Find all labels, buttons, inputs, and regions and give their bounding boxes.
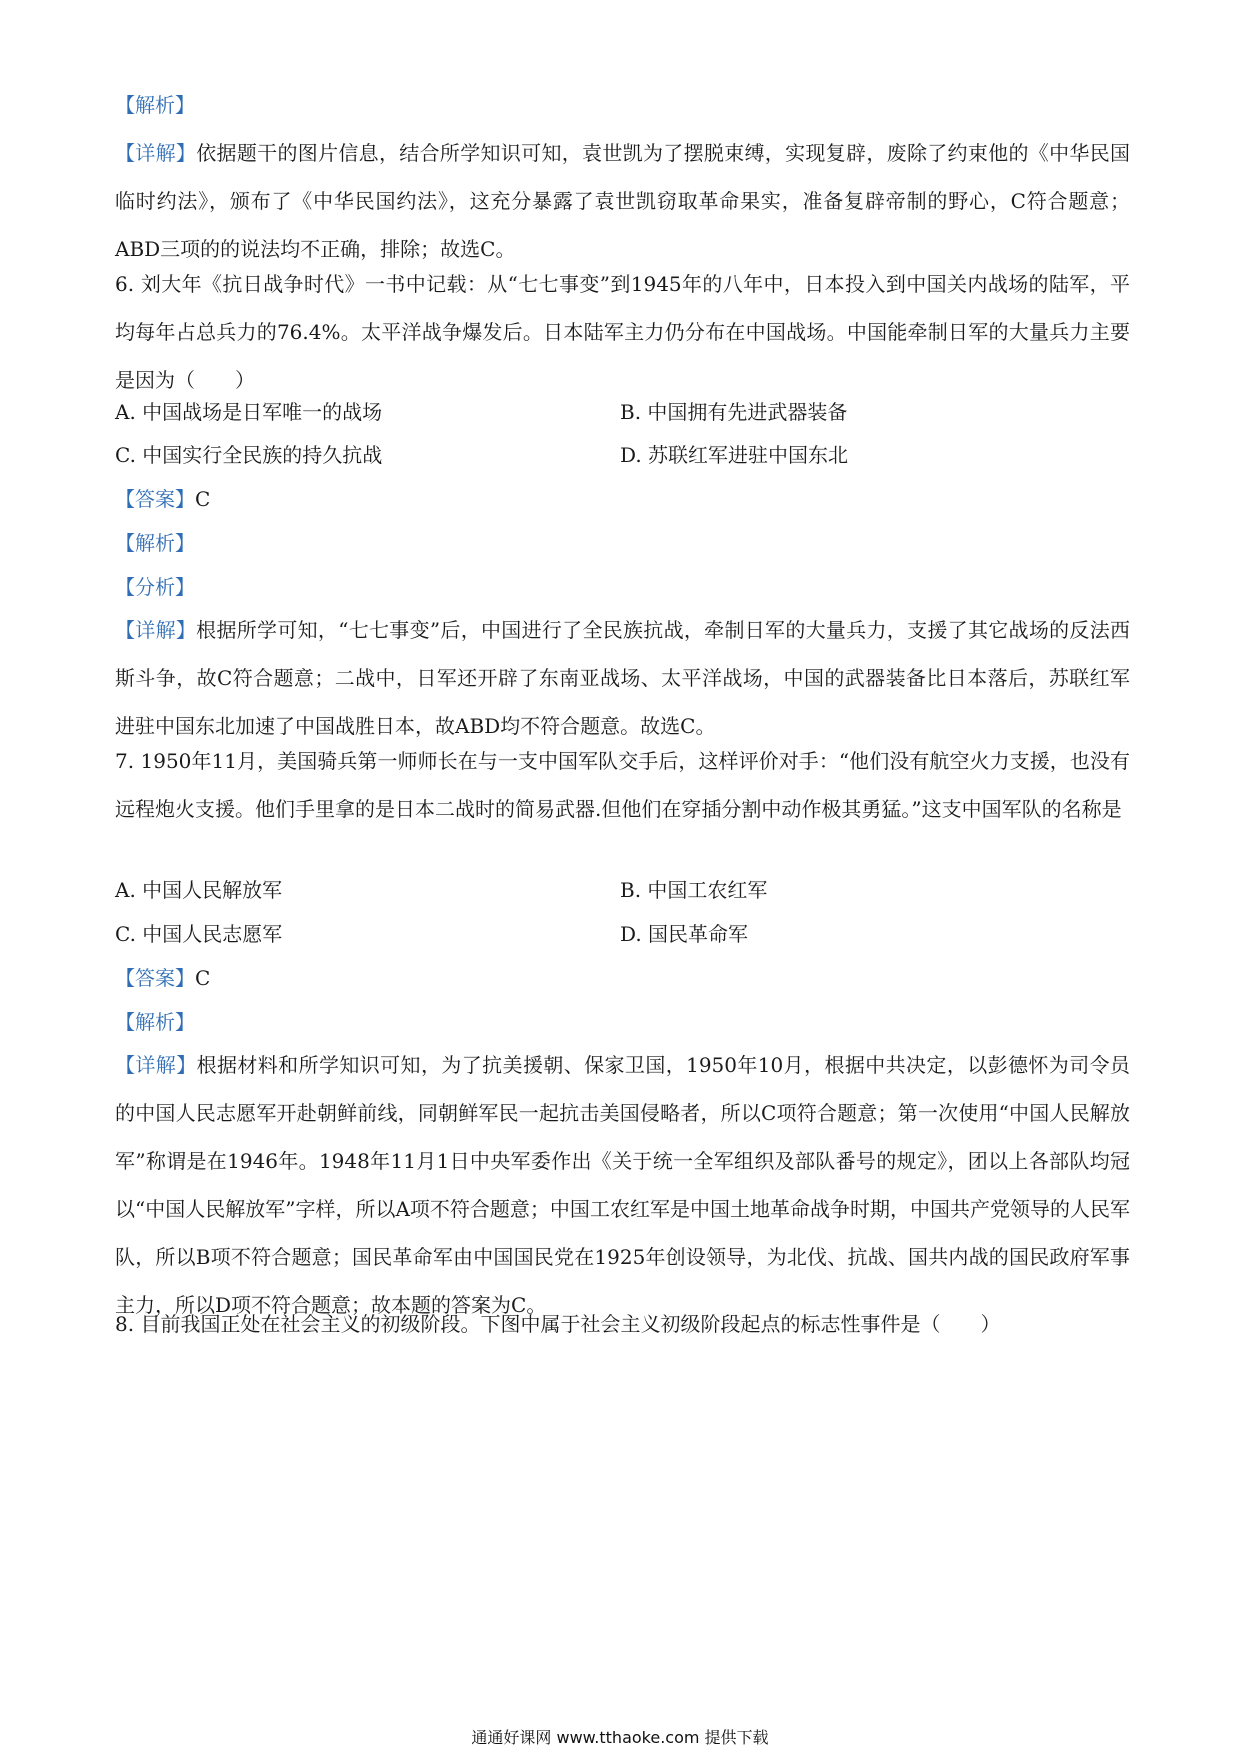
q6-option-c: C. 中国实行全民族的持久抗战: [115, 443, 383, 467]
q6-option-b: B. 中国拥有先进武器装备: [620, 400, 848, 424]
q6-answer: 【答案】C: [115, 487, 211, 511]
q7-option-c: C. 中国人民志愿军: [115, 922, 283, 946]
q7-option-a: A. 中国人民解放军: [115, 878, 283, 902]
q6-analysis-tag: 【解析】: [115, 531, 195, 555]
q6-breakdown-tag: 【分析】: [115, 575, 195, 599]
q6-stem-text: 6. 刘大年《抗日战争时代》一书中记载：从“七七事变”到1945年的八年中，日本投入到中国关内战场的陆军，平均每年占总兵力的76.4%。太平洋战争爆发后。日本陆军主力仍分布在中国战场。中国能牵制日军的大量兵力主要是因为（ ）: [115, 272, 1130, 392]
detail-tag: 【详解】: [115, 141, 197, 165]
q5-detail: [115, 129, 1130, 273]
q7-stem-text: 7. 1950年11月，美国骑兵第一师师长在与一支中国军队交手后，这样评价对手：“他们没有航空火力支援，也没有远程炮火支援。他们手里拿的是日本二战时的简易武器.但他们在穿插分割中动作极其勇猛。”这支中国军队的名称是: [115, 749, 1130, 821]
q6-stem: [115, 260, 1130, 404]
q7-answer: 【答案】C: [115, 966, 211, 990]
q8-stem: [115, 1300, 1130, 1348]
analysis-tag: 【解析】: [115, 93, 195, 117]
q6-option-d: D. 苏联红军进驻中国东北: [620, 443, 849, 467]
q5-detail-text: 依据题干的图片信息，结合所学知识可知，袁世凯为了摆脱束缚，实现复辟，废除了约束他的《中华民国临时约法》，颁布了《中华民国约法》，这充分暴露了袁世凯窃取革命果实，准备复辟帝制的野心，C符合题意；ABD三项的的说法均不正确，排除；故选C。: [115, 141, 1131, 261]
q7-option-d: D. 国民革命军: [620, 922, 749, 946]
q7-detail: 【详解】根据材料和所学知识可知，为了抗美援朝、保家卫国，1950年10月，根据中共决定，以彭德怀为司令员的中国人民志愿军开赴朝鲜前线，同朝鲜军民一起抗击美国侵略者，所以C项符合题意；第一次使用“中国人民解放军”称谓是在1946年。1948年11月1日中央军委作出《关于统一全军组织及部队番号的规定》，团以上各部队均冠以“中国人民解放军”字样，所以A项不符合题意；中国工农红军是中国土地革命战争时期，中国共产党领导的人民军队，所以B项不符合题意；国民革命军由中国国民党在1925年创设领导，为北伐、抗战、国共内战的国民政府军事主力，所以D项不符合题意；故本题的答案为C。: [115, 1053, 1130, 1317]
q7-stem: [115, 737, 1130, 833]
q7-option-b: B. 中国工农红军: [620, 878, 768, 902]
q6-detail: 【详解】根据所学可知，“七七事变”后，中国进行了全民族抗战，牵制日军的大量兵力，支援了其它战场的反法西斯斗争，故C符合题意；二战中，日军还开辟了东南亚战场、太平洋战场，中国的武器装备比日本落后，苏联红军进驻中国东北加速了中国战胜日本，故ABD均不符合题意。故选C。: [115, 618, 1131, 738]
q6-option-a: A. 中国战场是日军唯一的战场: [115, 400, 383, 424]
q7-analysis-tag: 【解析】: [115, 1010, 195, 1034]
page-footer: 通通好课网 www.tthaoke.com 提供下载: [471, 1728, 769, 1747]
q8-stem-text: 8. 目前我国正处在社会主义的初级阶段。下图中属于社会主义初级阶段起点的标志性事件是（ ）: [115, 1312, 1001, 1336]
